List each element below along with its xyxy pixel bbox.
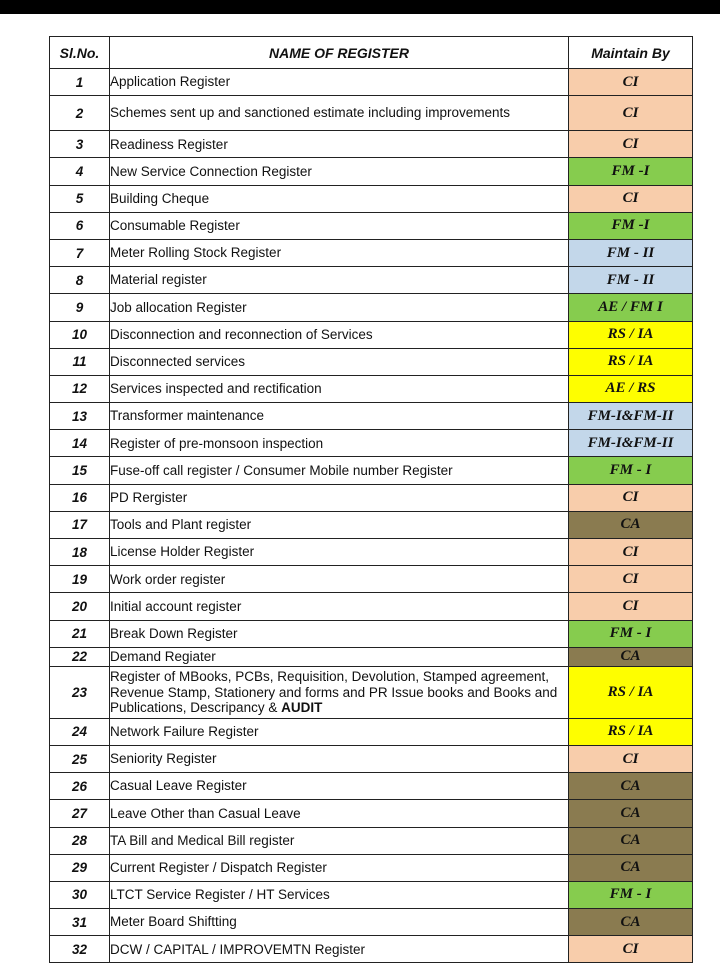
row-sl-no: 27 [50,800,110,827]
row-sl-no: 20 [50,593,110,620]
table-row [50,666,693,718]
row-register-name: Work order register [110,566,569,593]
row-register-name: Network Failure Register [110,718,569,745]
table-row [50,430,693,457]
row-maintain-by: CA [569,800,693,827]
document-page [0,14,720,970]
row-register-name: Application Register [110,69,569,96]
header-maintain-by: Maintain By [569,37,693,69]
row-sl-no: 28 [50,827,110,854]
table-row [50,69,693,96]
row-maintain-by: RS / IA [569,348,693,375]
row-maintain-by: CI [569,745,693,772]
table-row [50,185,693,212]
row-sl-no: 17 [50,511,110,538]
row-maintain-by: FM - I [569,881,693,908]
row-register-name: Disconnected services [110,348,569,375]
row-maintain-by: CI [569,566,693,593]
row-maintain-by: FM-I&FM-II [569,403,693,430]
row-maintain-by: FM - I [569,457,693,484]
row-sl-no: 21 [50,620,110,647]
row-maintain-by: FM - I [569,620,693,647]
row-maintain-by: CA [569,773,693,800]
row-register-name: Readiness Register [110,131,569,158]
row-register-name: Material register [110,267,569,294]
row-register-name: Current Register / Dispatch Register [110,854,569,881]
row-register-name: Schemes sent up and sanctioned estimate including improvements [110,96,569,131]
row-maintain-by: CI [569,185,693,212]
row-register-name [110,666,569,718]
row-sl-no: 22 [50,647,110,666]
row-maintain-by: RS / IA [569,666,693,718]
row-register-name: Demand Regiater [110,647,569,666]
table-row [50,539,693,566]
row-register-name: Disconnection and reconnection of Services [110,321,569,348]
table-row [50,718,693,745]
table-row [50,773,693,800]
table-row [50,593,693,620]
row-sl-no: 1 [50,69,110,96]
table-row [50,800,693,827]
table-row [50,96,693,131]
row-register-name: Building Cheque [110,185,569,212]
row-register-name: Seniority Register [110,745,569,772]
row-register-name: Casual Leave Register [110,773,569,800]
table-row [50,403,693,430]
row-sl-no: 19 [50,566,110,593]
row-sl-no: 29 [50,854,110,881]
row-maintain-by: CI [569,69,693,96]
row-register-name: Initial account register [110,593,569,620]
row-sl-no: 8 [50,267,110,294]
row-register-name: Consumable Register [110,212,569,239]
table-row [50,620,693,647]
table-row [50,484,693,511]
table-row [50,348,693,375]
row-register-name: LTCT Service Register / HT Services [110,881,569,908]
row-sl-no: 16 [50,484,110,511]
table-row [50,375,693,402]
row-sl-no: 13 [50,403,110,430]
row-maintain-by: RS / IA [569,321,693,348]
row-register-name: Meter Board Shiftting [110,909,569,936]
row-register-name: Job allocation Register [110,294,569,321]
table-row [50,511,693,538]
row-sl-no: 10 [50,321,110,348]
table-row [50,827,693,854]
row-maintain-by: FM-I&FM-II [569,430,693,457]
row-sl-no: 3 [50,131,110,158]
row-sl-no: 32 [50,936,110,963]
row-maintain-by: AE / FM I [569,294,693,321]
row-sl-no: 9 [50,294,110,321]
table-row [50,936,693,963]
row-register-name: Tools and Plant register [110,511,569,538]
table-row [50,294,693,321]
row-sl-no: 24 [50,718,110,745]
table-row [50,457,693,484]
row-sl-no: 12 [50,375,110,402]
row-maintain-by: CI [569,131,693,158]
row-sl-no: 5 [50,185,110,212]
row-register-name: Leave Other than Casual Leave [110,800,569,827]
row-sl-no: 26 [50,773,110,800]
row-maintain-by: CI [569,539,693,566]
row-sl-no: 15 [50,457,110,484]
row-sl-no: 30 [50,881,110,908]
table-row [50,212,693,239]
row-maintain-by: CA [569,647,693,666]
table-row [50,158,693,185]
row-maintain-by: CA [569,909,693,936]
register-name-text: Register of MBooks, PCBs, Requisition, Devolution, Stamped agreement, Revenue Stamp, Stationery and forms and PR Issue books and Books and Publications, Descripancy & [110,669,562,715]
row-sl-no: 6 [50,212,110,239]
row-sl-no: 11 [50,348,110,375]
table-row [50,745,693,772]
row-maintain-by: FM -I [569,212,693,239]
row-maintain-by: CA [569,511,693,538]
row-sl-no: 23 [50,666,110,718]
row-sl-no: 2 [50,96,110,131]
row-maintain-by: CI [569,593,693,620]
row-register-name: TA Bill and Medical Bill register [110,827,569,854]
table-row [50,566,693,593]
row-maintain-by: CI [569,484,693,511]
row-register-name: Register of pre-monsoon inspection [110,430,569,457]
row-sl-no: 4 [50,158,110,185]
row-maintain-by: FM - II [569,239,693,266]
register-table [49,36,693,963]
row-register-name: DCW / CAPITAL / IMPROVEMTN Register [110,936,569,963]
row-maintain-by: CI [569,96,693,131]
table-row [50,321,693,348]
row-register-name: Meter Rolling Stock Register [110,239,569,266]
table-row [50,854,693,881]
table-row [50,647,693,666]
row-register-name: Transformer maintenance [110,403,569,430]
row-register-name: License Holder Register [110,539,569,566]
row-maintain-by: RS / IA [569,718,693,745]
header-sl-no: Sl.No. [50,37,110,69]
row-maintain-by: FM -I [569,158,693,185]
table-header-row [50,37,693,69]
row-maintain-by: CI [569,936,693,963]
row-sl-no: 25 [50,745,110,772]
row-maintain-by: FM - II [569,267,693,294]
row-sl-no: 31 [50,909,110,936]
header-name-of-register: NAME OF REGISTER [110,37,569,69]
table-row [50,131,693,158]
row-register-name: New Service Connection Register [110,158,569,185]
row-sl-no: 14 [50,430,110,457]
row-register-name: Break Down Register [110,620,569,647]
register-name-bold-text: AUDIT [281,700,323,715]
table-row [50,239,693,266]
row-register-name: Services inspected and rectification [110,375,569,402]
row-register-name: Fuse-off call register / Consumer Mobile number Register [110,457,569,484]
row-maintain-by: AE / RS [569,375,693,402]
row-sl-no: 7 [50,239,110,266]
row-register-name: PD Rergister [110,484,569,511]
row-maintain-by: CA [569,854,693,881]
table-row [50,881,693,908]
table-row [50,909,693,936]
row-maintain-by: CA [569,827,693,854]
row-sl-no: 18 [50,539,110,566]
table-row [50,267,693,294]
